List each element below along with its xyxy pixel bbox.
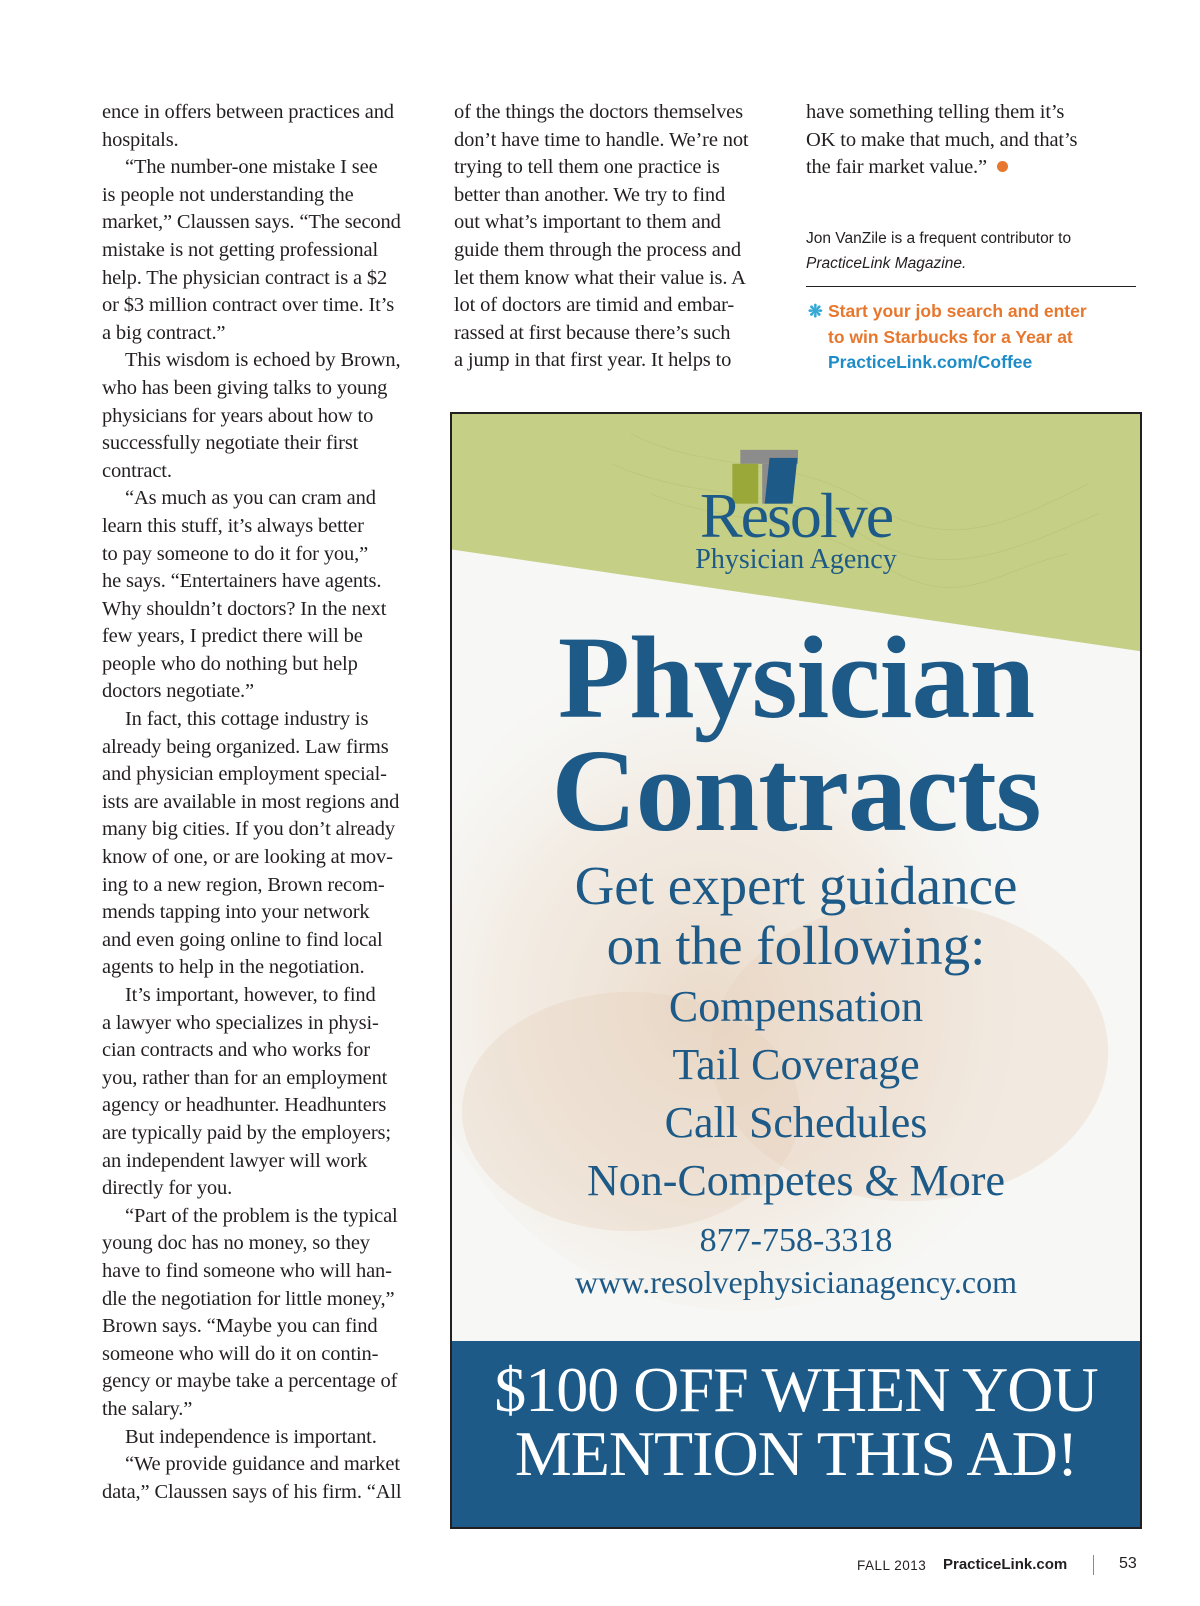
text-line: already being organized. Law firms [102, 735, 389, 758]
ad-phone-number[interactable]: 877-758-3318 [699, 1222, 893, 1259]
asterisk-icon: ❋ [808, 301, 823, 321]
text-line: have to find someone who will han- [102, 1259, 392, 1282]
resolve-advertisement [450, 412, 1142, 1529]
text-line: he says. “Entertainers have agents. [102, 570, 382, 593]
text-line: guide them through the process and [454, 238, 741, 261]
text-line: rassed at first because there’s such [454, 321, 731, 344]
offer-line-1: $100 OFF WHEN YOU [494, 1354, 1098, 1425]
ad-headline-line-2: Contracts [551, 725, 1041, 856]
article-column-2 [454, 99, 748, 375]
text-line: or $3 million contract over time. It’s [102, 294, 395, 317]
text-line: ence in offers between practices and [102, 101, 394, 123]
text-line: directly for you. [102, 1177, 233, 1200]
text-line: young doc has no money, so they [102, 1232, 370, 1255]
text-line: mistake is not getting professional [102, 238, 379, 261]
text-line: market,” Claussen says. “The second [102, 211, 401, 234]
text-line: learn this stuff, it’s always better [102, 514, 364, 537]
text-line: who has been giving talks to young [102, 376, 388, 399]
promo-link[interactable]: PracticeLink.com/Coffee [828, 352, 1033, 372]
text-line: an independent lawyer will work [102, 1149, 368, 1172]
text-line: the salary.” [102, 1397, 193, 1420]
text-line: Brown says. “Maybe you can find [102, 1315, 378, 1338]
issue-label: FALL 2013 [857, 1558, 927, 1573]
offer-line-2: MENTION THIS AD! [514, 1418, 1078, 1489]
text-line: know of one, or are looking at mov- [102, 846, 393, 869]
text-line: “Part of the problem is the typical [125, 1204, 398, 1227]
ad-service-item: Compensation [668, 982, 924, 1031]
text-line: agency or headhunter. Headhunters [102, 1094, 387, 1117]
ad-subhead-line-2: on the following: [606, 915, 986, 976]
text-line: you, rather than for an employment [102, 1066, 388, 1089]
text-line: and even going online to find local [102, 928, 383, 951]
ad-website-link[interactable]: www.resolvephysicianagency.com [575, 1264, 1017, 1300]
text-line: data,” Claussen says of his firm. “All [102, 1480, 402, 1503]
text-line: are typically paid by the employers; [102, 1121, 391, 1144]
text-line: people who do nothing but help [102, 652, 358, 675]
text-line: the fair market value.” [806, 156, 987, 179]
author-bio [806, 226, 1071, 276]
text-line: This wisdom is echoed by Brown, [125, 349, 401, 372]
divider [806, 286, 1136, 287]
text-line: dle the negotiation for little money,” [102, 1287, 395, 1310]
end-mark-icon [997, 161, 1008, 172]
text-line: “As much as you can cram and [125, 487, 376, 510]
text-line: “We provide guidance and market [125, 1453, 400, 1476]
text-line: let them know what their value is. A [454, 266, 746, 289]
text-line: contract. [102, 459, 172, 482]
site-name[interactable]: PracticeLink.com [943, 1556, 1068, 1573]
text-line: is people not understanding the [102, 183, 354, 206]
promo-line-1: Start your job search and enter [828, 301, 1087, 321]
text-line: OK to make that much, and that’s [806, 128, 1078, 151]
article-column-1 [102, 99, 401, 1506]
ad-headline-line-1: Physician [557, 612, 1035, 743]
text-line: a jump in that first year. It helps to [454, 349, 732, 372]
promo-line-2: to win Starbucks for a Year at [828, 326, 1073, 347]
promo-callout [808, 299, 1087, 376]
text-line: and physician employment special- [102, 763, 387, 786]
text-line: cian contracts and who works for [102, 1039, 370, 1062]
text-line: trying to tell them one practice is [454, 156, 720, 179]
text-line: to pay someone to do it for you,” [102, 542, 369, 565]
text-line: hospitals. [102, 128, 179, 151]
text-line: lot of doctors are timid and embar- [454, 294, 735, 317]
text-line: of the things the doctors themselves [454, 101, 743, 123]
ad-service-item: Non-Competes & More [587, 1156, 1005, 1205]
ad-service-item: Tail Coverage [672, 1040, 920, 1089]
text-line: better than another. We try to find [454, 183, 726, 206]
text-line: have something telling them it’s [806, 101, 1065, 123]
text-line: ing to a new region, Brown recom- [102, 873, 385, 896]
text-line: ists are available in most regions and [102, 790, 400, 813]
text-line: mends tapping into your network [102, 901, 370, 924]
ad-service-item: Call Schedules [664, 1098, 928, 1147]
footer-divider [1093, 1555, 1094, 1575]
article-column-3 [806, 99, 1077, 182]
text-line: don’t have time to handle. We’re not [454, 128, 749, 151]
text-line: “The number-one mistake I see [125, 156, 378, 179]
text-line: In fact, this cottage industry is [125, 708, 369, 731]
text-line: a lawyer who specializes in physi- [102, 1011, 379, 1034]
magazine-name: PracticeLink Magazine. [806, 255, 967, 272]
ad-subhead-line-1: Get expert guidance [574, 855, 1018, 916]
text-line: It’s important, however, to find [125, 984, 376, 1006]
text-line: doctors negotiate.” [102, 680, 254, 703]
text-line: successfully negotiate their first [102, 432, 359, 455]
bio-line: Jon VanZile is a frequent contributor to [806, 230, 1072, 247]
text-line: out what’s important to them and [454, 211, 721, 234]
brand-tagline: Physician Agency [695, 544, 897, 575]
text-line: a big contract.” [102, 321, 226, 344]
page-number: 53 [1119, 1555, 1137, 1572]
text-line: gency or maybe take a percentage of [102, 1370, 398, 1393]
brand-name: Resolve [699, 480, 893, 551]
text-line: But independence is important. [125, 1425, 377, 1448]
text-line: few years, I predict there will be [102, 625, 363, 648]
text-line: physicians for years about how to [102, 404, 374, 427]
text-line: someone who will do it on contin- [102, 1342, 379, 1365]
text-line: many big cities. If you don’t already [102, 818, 395, 841]
text-line: agents to help in the negotiation. [102, 956, 365, 979]
text-line: Why shouldn’t doctors? In the next [102, 597, 387, 620]
text-line: help. The physician contract is a $2 [102, 266, 388, 289]
